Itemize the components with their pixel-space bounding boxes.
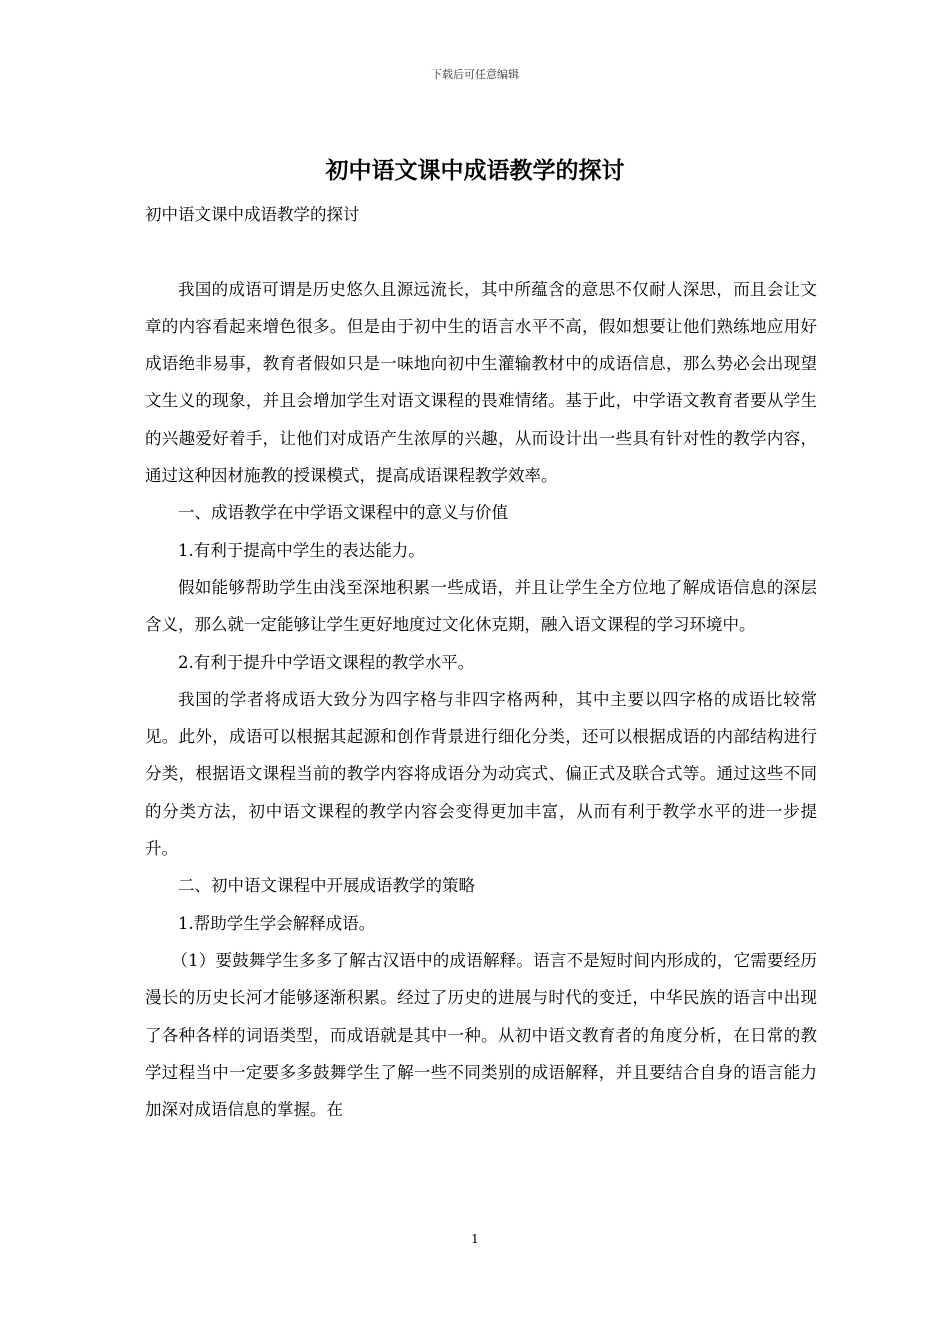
header-note: 下载后可任意编辑 (431, 68, 519, 81)
page-number: 1 (471, 1232, 479, 1246)
blank-line (145, 233, 817, 270)
body-paragraph: 假如能够帮助学生由浅至深地积累一些成语，并且让学生全方位地了解成语信息的深层含义，那么就一定能够让学生更好地度过文化休克期，融入语文课程的学习环境中。 (145, 577, 817, 635)
intro-paragraph: 我国的成语可谓是历史悠久且源远流长，其中所蕴含的意思不仅耐人深思，而且会让文章的内容看起来增色很多。但是由于初中生的语言水平不高，假如想要让他们熟练地应用好成语绝非易事，教育者假如只是一味地向初中生灌输教材中的成语信息，那么势必会出现望文生义的现象，并且会增加学生对语文课程的畏难情绪。基于此，中学语文教育者要从学生的兴趣爱好着手，让他们对成语产生浓厚的兴趣，从而设计出一些具有针对性的教学内容，通过这种因材施教的授课模式，提高成语课程教学效率。 (145, 279, 817, 486)
document-body (145, 196, 817, 1128)
section-heading-2: 二、初中语文课程中开展成语教学的策略 (178, 876, 475, 896)
body-paragraph: （1）要鼓舞学生多多了解古汉语中的成语解释。语言不是短时间内形成的，它需要经历漫长的历史长河才能够逐渐积累。经过了历史的进展与时代的变迁，中华民族的语言中出现了各种各样的词语类型，而成语就是其中一种。从初中语文教育者的角度分析，在日常的教学过程当中一定要多多鼓舞学生了解一些不同类别的成语解释，并且要结合自身的语言能力加深对成语信息的掌握。在 (145, 950, 817, 1120)
subsection-heading-2-1: 1.帮助学生学会解释成语。 (178, 913, 376, 933)
subsection-heading-1-2: 2.有利于提升中学语文课程的教学水平。 (178, 652, 475, 672)
body-paragraph: 我国的学者将成语大致分为四字格与非四字格两种，其中主要以四字格的成语比较常见。此外，成语可以根据其起源和创作背景进行细化分类，还可以根据成语的内部结构进行分类，根据语文课程当前的教学内容将成语分为动宾式、偏正式及联合式等。通过这些不同的分类方法，初中语文课程的教学内容会变得更加丰富，从而有利于教学水平的进一步提升。 (145, 689, 817, 859)
document-title: 初中语文课中成语教学的探讨 (325, 157, 625, 184)
section-heading-1: 一、成语教学在中学语文课程中的意义与价值 (178, 503, 508, 523)
subsection-heading-1-1: 1.有利于提高中学生的表达能力。 (178, 540, 425, 560)
document-subtitle: 初中语文课中成语教学的探讨 (145, 205, 360, 224)
